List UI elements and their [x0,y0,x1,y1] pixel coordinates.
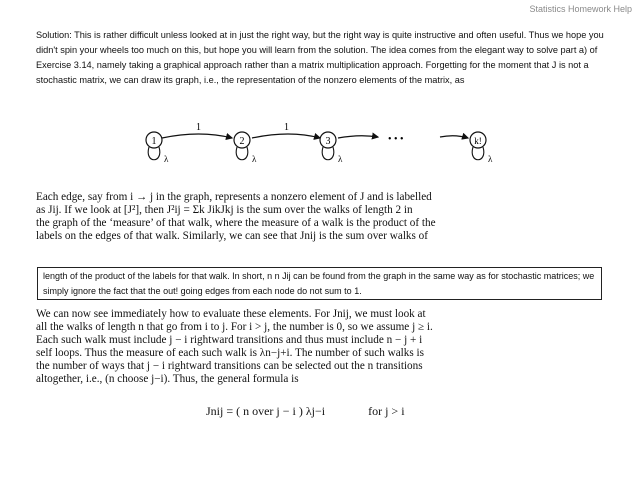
node-3 [320,132,343,164]
node-2 [234,132,257,164]
node-1-label: 1 [151,136,157,147]
eval-line-6: altogether, i.e., (n choose j−i). Thus, the general formula is [36,373,299,385]
formula-expression: Jnij = ( n over j − i ) λj−i [206,404,326,418]
evaluation-paragraph [36,308,596,386]
eval-line-2: all the walks of length n that go from i to j. For i > j, the number is 0, so we assume j ≥ i. [36,321,433,333]
solution-paragraph: Solution: This is rather difficult unless looked at in just the right way, but the right way is quite instructive and often useful. Thus we hope you didn't spin your wheels too much on this, but hope you will learn from the solution. The idea comes from the elegant way to solve part a) of Exercise 3.14, namely taking a graphical approach rather than a matrix multiplication approach. Forgetting for the moment that J is not a stochastic matrix, we can draw its graph, i.e., the representation of the nonzero elements of the matrix, as [36,30,604,85]
formula-condition: for j > i [368,404,405,418]
edges-line-1: Each edge, say from i → j in the graph, represents a nonzero element of J and is labelled [36,191,432,203]
edge-1-2 [162,134,232,138]
ellipsis: • • • [388,134,404,145]
header-title: Statistics Homework Help [529,4,632,14]
edges-line-2: as Jij. If we look at [J²], then J²ij = Σk JikJkj is the sum over the walks of length 2 in [36,204,413,216]
edges-line-4: labels on the edges of that walk. Similarly, we can see that Jnij is the sum over walks of [36,230,428,242]
edges-line-3: the graph of the ‘measure’ of that walk, where the measure of a walk is the product of the [36,217,436,229]
edge-ellipsis-k [440,136,468,138]
eval-line-4: self loops. Thus the measure of each such walk is λn−j+i. The number of such walks is [36,347,424,359]
eval-line-5: the number of ways that j − i rightward transitions can be selected out the n transitions [36,360,423,372]
boxed-note: length of the product of the labels for that walk. In short, n n Jij can be found from the graph in the same way as for stochastic matrices; we simply ignore the fact that the out! going edges from each node do not sum to 1. [37,267,602,300]
node-3-label: 3 [325,136,331,147]
node-k-loop-label: λ [488,154,493,164]
edges-paragraph [36,191,596,243]
node-3-loop-label: λ [338,154,343,164]
edge-label-1: 1 [196,122,201,133]
node-k [470,132,493,164]
node-1-loop-label: λ [164,154,169,164]
node-k-label: k! [474,136,482,146]
eval-line-3: Each such walk must include j − i rightward transitions and thus must include n − j + i [36,334,423,346]
edge-2-3 [252,134,320,138]
node-2-label: 2 [239,136,245,147]
general-formula [206,404,405,419]
edge-label-2: 1 [284,122,289,133]
node-2-loop-label: λ [252,154,257,164]
markov-graph [140,120,500,180]
eval-line-1: We can now see immediately how to evaluate these elements. For Jnij, we must look at [36,308,426,320]
edge-3-ellipsis [338,136,378,138]
